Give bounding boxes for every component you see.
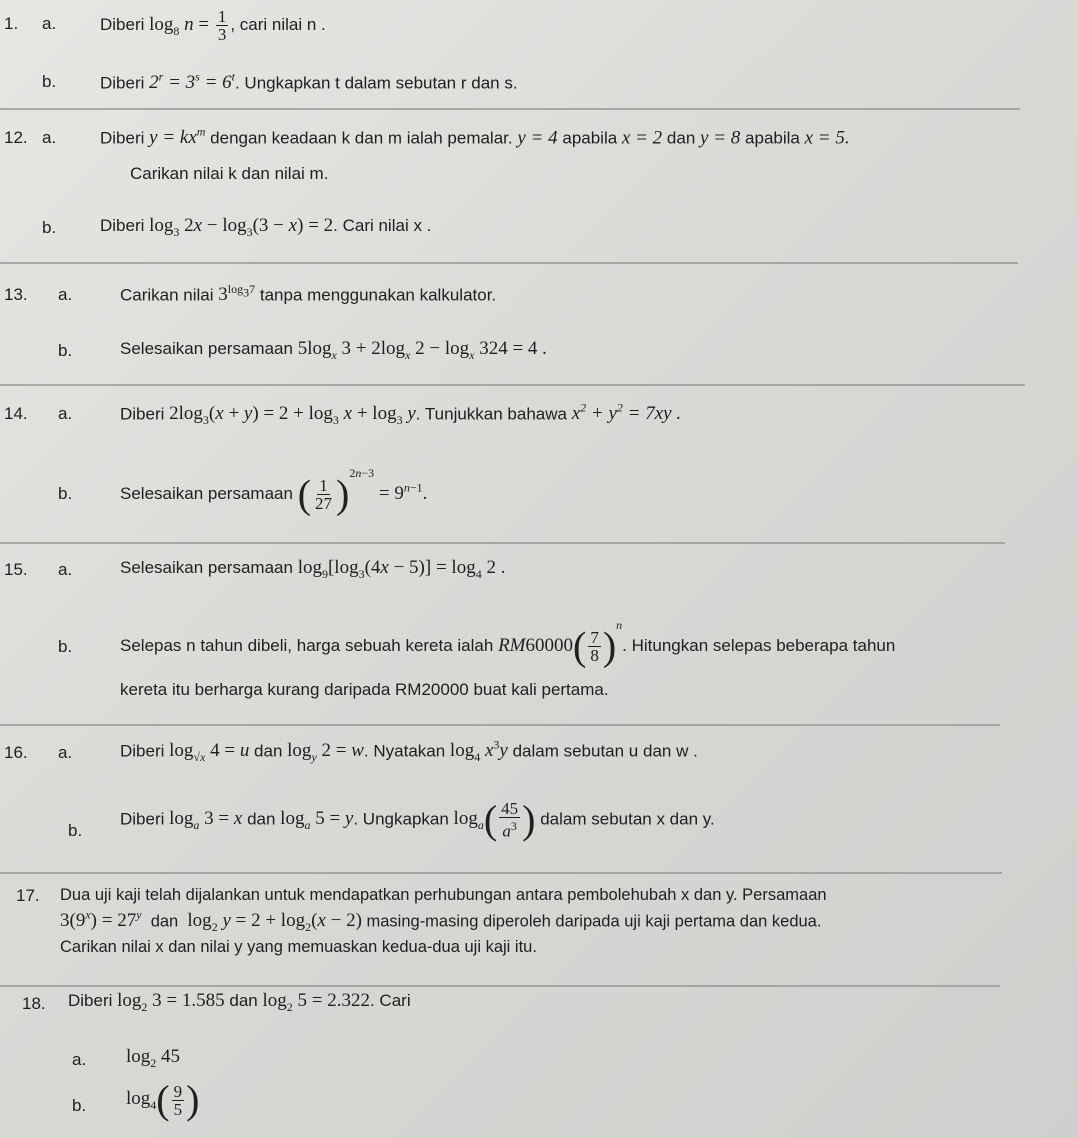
question-number: 14. [4,404,28,423]
divider [0,108,1020,110]
question-1a: Diberi $\log_8 n$ = $\frac{1}{3}$ , cari nilai n . [100,7,326,44]
question-12a: Diberi $y = kx^m$ dengan keadaan k dan m ialah pemalar. y = 4 apabila x = 2 dan y = 8 apabila x = 5. [100,125,850,149]
part-label: a. [42,14,57,33]
divider [0,985,1000,987]
part-label: a. [58,743,73,762]
question-13b: Selesaikan persamaan $5\log_x$ $3 + 2\log_x$ $2 - \log_x 324 = 4$ . [120,338,547,362]
question-16a: Diberi $\log_{√x} 4 = u$ dan $\log_y 2 = w$. Nyatakan $\log_4 x^3y$ dalam sebutan u dan w . [120,738,698,765]
divider [0,262,1018,264]
question-number: 1. [4,14,19,33]
question-number: 16. [4,743,28,762]
question-12b: Diberi $\log_3 2x - \log_3(3 - x) = 2$. Cari nilai x . [100,215,432,239]
question-14a: Diberi $2\log_3(x + y) = 2 + \log_3 x + \log_3 y$. Tunjukkan bahawa $x^2 + y^2 = 7xy$ . [120,401,682,428]
part-label: b. [68,821,83,840]
question-18: Diberi $\log_2 3 = 1.585$ dan $\log_2 5 = 2.322$. Cari [68,990,411,1014]
part-label: b. [58,484,73,503]
part-label: b. [72,1096,87,1115]
question-number: 18. [22,994,46,1013]
question-13a: Carikan nilai $3^{log_37}$ tanpa menggunakan kalkulator. [120,282,497,306]
question-12a-line2: Carikan nilai k dan nilai m. [130,164,329,183]
question-15b-line2: kereta itu berharga kurang daripada RM20000 buat kali pertama. [120,680,609,699]
part-label: b. [58,341,73,360]
part-label: b. [58,637,73,656]
part-label: b. [42,218,57,237]
part-label: a. [72,1050,87,1069]
divider [0,872,1002,874]
question-1b: Diberi $2^r = 3^s = 6^t$. Ungkapkan t dalam sebutan r dan s. [100,70,518,94]
divider [0,542,1005,544]
question-17-line2: $3(9^x) = 27^y$ dan $\log_2 y = 2 + \log_2(x - 2)$ masing-masing diperoleh daripada uji kaji pertama dan kedua. [60,908,822,935]
question-number: 13. [4,285,28,304]
divider [0,384,1025,386]
part-label: b. [42,72,57,91]
question-14b: Selesaikan persamaan ( $\frac{1}{27}$ )$^{2n-3} = 9^{n-1}$. [120,466,428,517]
question-17-line1: Dua uji kaji telah dijalankan untuk mendapatkan perhubungan antara pembolehubah x dan y. Persamaan [60,886,827,904]
question-18a: $\log_2 45$ [126,1046,181,1070]
question-number: 15. [4,560,28,579]
question-15a: Selesaikan persamaan $\log_9[\log_3(4x - 5)] = \log_4 2$ . [120,557,506,581]
question-17-line3: Carikan nilai x dan nilai y yang memuaskan kedua-dua uji kaji itu. [60,938,537,956]
question-number: 17. [16,886,40,905]
question-15b: Selepas n tahun dibeli, harga sebuah kereta ialah RM60000( $\frac{7}{8}$ )$^n$. Hitungkan selepas beberapa tahun [120,618,896,669]
question-16b: Diberi $\log_a 3 = x$ dan $\log_a 5 = y$. Ungkapkan $\log_a$( $\frac{45}{a^3}$ ) dalam sebutan x dan y. [120,797,715,842]
question-18b: $\log_4$( $\frac{9}{5}$ ) [126,1077,200,1122]
part-label: a. [42,128,57,147]
part-label: a. [58,404,73,423]
question-number: 12. [4,128,28,147]
part-label: a. [58,285,73,304]
divider [0,724,1000,726]
part-label: a. [58,560,73,579]
